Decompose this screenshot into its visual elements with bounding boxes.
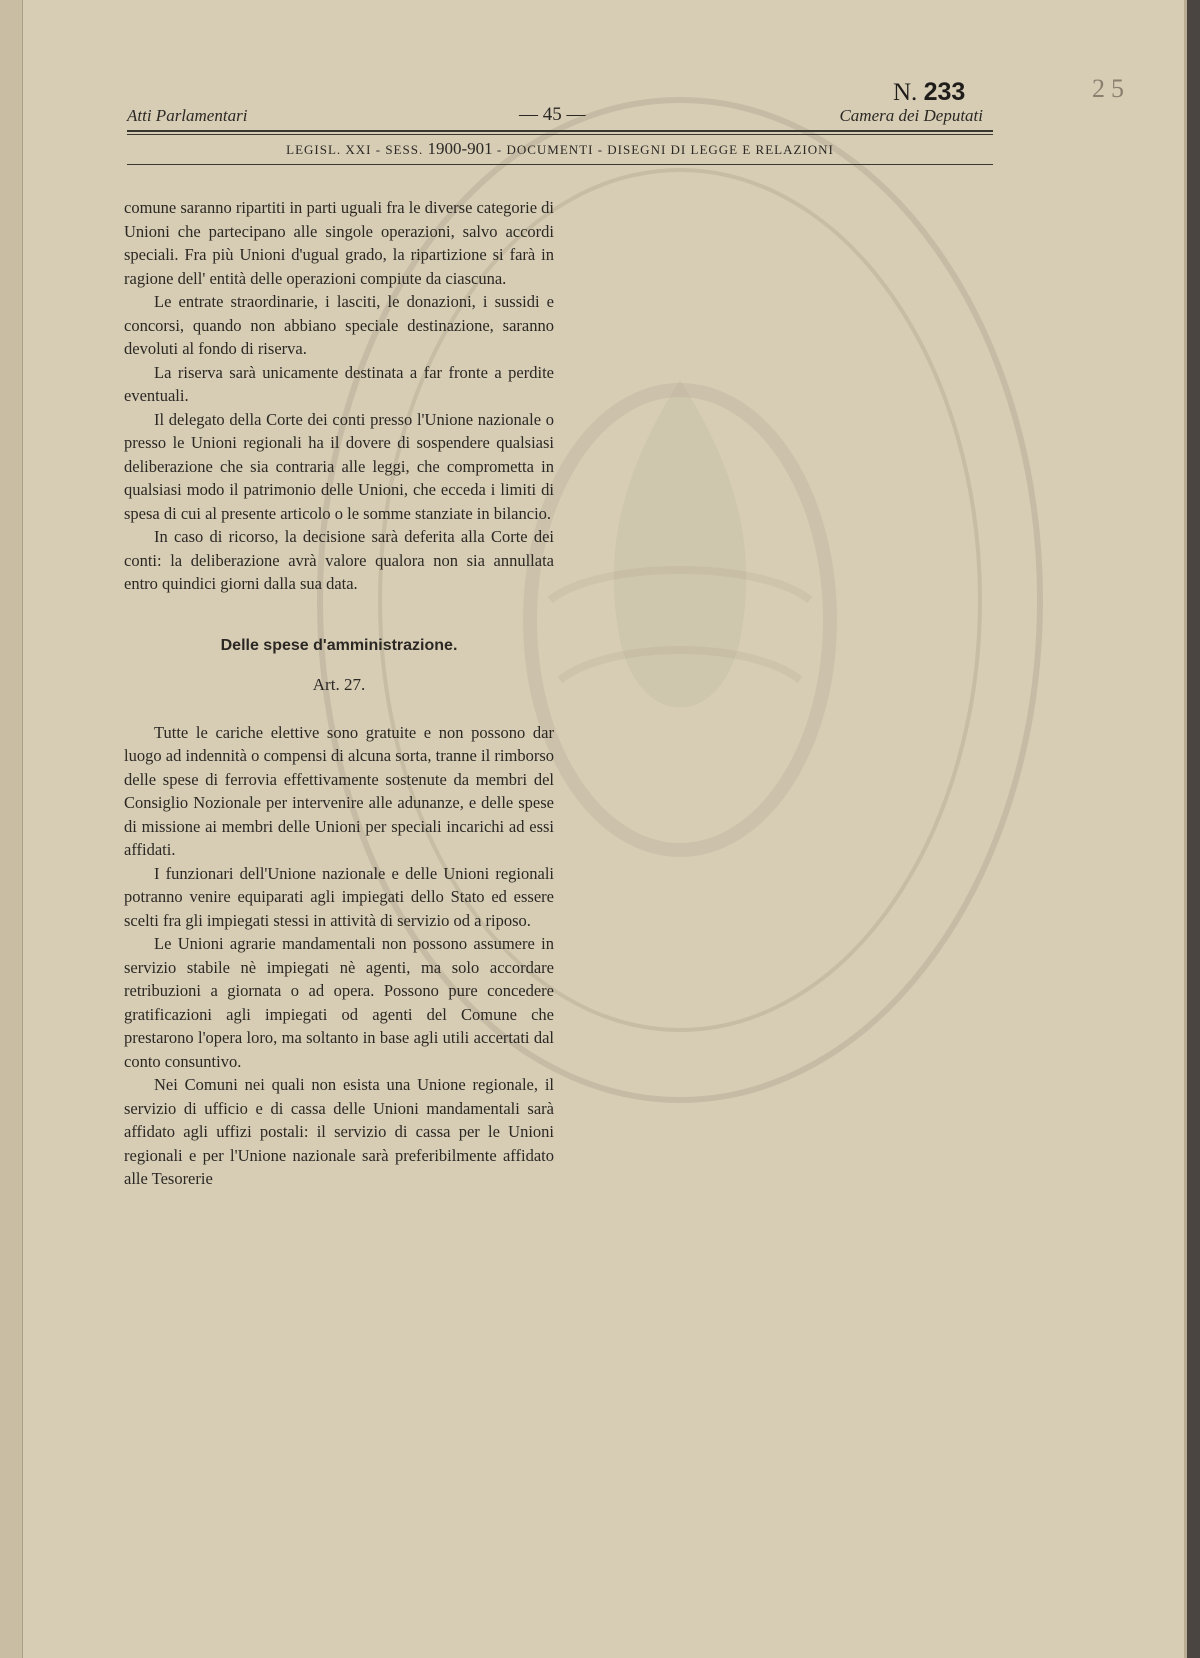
section-heading: Delle spese d'amministrazione. bbox=[220, 636, 458, 654]
previous-page-edge bbox=[0, 0, 23, 1658]
paragraph: comune saranno ripartiti in parti uguali fra le diverse categorie di Unioni che partecipano alle singole operazioni, salvo accordi speciali. Fra più Unioni d'ugual grado, la ripartizione si farà in ragione dell' entità delle operazioni compiute da ciascuna. bbox=[124, 198, 554, 288]
paragraph: Le entrate straordinarie, i lasciti, le donazioni, i sussidi e concorsi, quando non abbiano speciale destinazione, saranno devoluti al fondo di riserva. bbox=[124, 292, 554, 358]
header-rule-thin bbox=[127, 134, 993, 135]
article-label: Art. 27. bbox=[312, 675, 366, 694]
subheader-prefix: LEGISL. XXI - SESS. bbox=[286, 142, 424, 157]
paragraph: I funzionari dell'Unione nazionale e delle Unioni regionali potranno venire equiparati agli impiegati dello Stato ed essere scelti fra gli impiegati stessi in attività di servizio od a riposo. bbox=[124, 863, 554, 930]
header-rule-thick bbox=[127, 130, 993, 132]
document-number bbox=[893, 78, 965, 107]
document-number-value: 233 bbox=[923, 78, 966, 106]
header-right: Camera dei Deputati bbox=[839, 106, 983, 125]
subheader-rule bbox=[127, 164, 993, 165]
subheader-year: 1900-901 bbox=[427, 139, 493, 158]
text-column bbox=[124, 196, 554, 1191]
paragraph: In caso di ricorso, la decisione sarà deferita alla Corte dei conti: la deliberazione avrà valore qualora non sia annullata entro quindici giorni dalla sua data. bbox=[124, 527, 554, 593]
subheader-suffix: - DOCUMENTI - DISEGNI DI LEGGE E RELAZIONI bbox=[496, 142, 834, 157]
paragraph: Il delegato della Corte dei conti presso l'Unione nazionale o presso le Unioni regionali ha il dovere di sospendere qualsiasi deliberazione che sia contraria alle leggi, che comprometta in qualsiasi modo il patrimonio delle Unioni, che ecceda i limiti di spesa di cui al presente articolo o le somme stanziate in bilancio. bbox=[124, 409, 554, 523]
legislature-subheader bbox=[127, 139, 993, 159]
paragraph: Nei Comuni nei quali non esista una Unione regionale, il servizio di ufficio e di cassa delle Unioni mandamentali sarà affidato agli uffizi postali: il servizio di cassa per le Unioni regionali e per l'Unione nazionale sarà preferibilmente affidato alle Tesorerie bbox=[124, 1075, 554, 1188]
document-number-prefix: N. bbox=[893, 79, 918, 106]
paragraph: Le Unioni agrarie mandamentali non possono assumere in servizio stabile nè impiegati nè agenti, ma solo accordare retribuzioni a giornata o ad opera. Possono pure concedere gratificazioni agli impiegati od agenti del Comune che prestarono l'opera loro, ma soltanto in base agli utili accertati dal conto consuntivo. bbox=[124, 934, 554, 1071]
running-header bbox=[127, 106, 993, 128]
archive-page-stamp: 25 bbox=[1092, 74, 1130, 103]
page-number: — 45 — bbox=[519, 104, 586, 125]
paragraph: Tutte le cariche elettive sono gratuite e non possono dar luogo ad indennità o compensi di alcuna sorta, tranne il rimborso delle spese di ferrovia effettivamente sostenute da membri del Consiglio Nozionale per intervenire alle adunanze, e delle spese di missione ai membri delle Unioni per speciali incarichi ad essi affidati. bbox=[124, 722, 554, 859]
paragraph: La riserva sarà unicamente destinata a far fronte a perdite eventuali. bbox=[124, 362, 554, 405]
header-left: Atti Parlamentari bbox=[127, 106, 248, 125]
